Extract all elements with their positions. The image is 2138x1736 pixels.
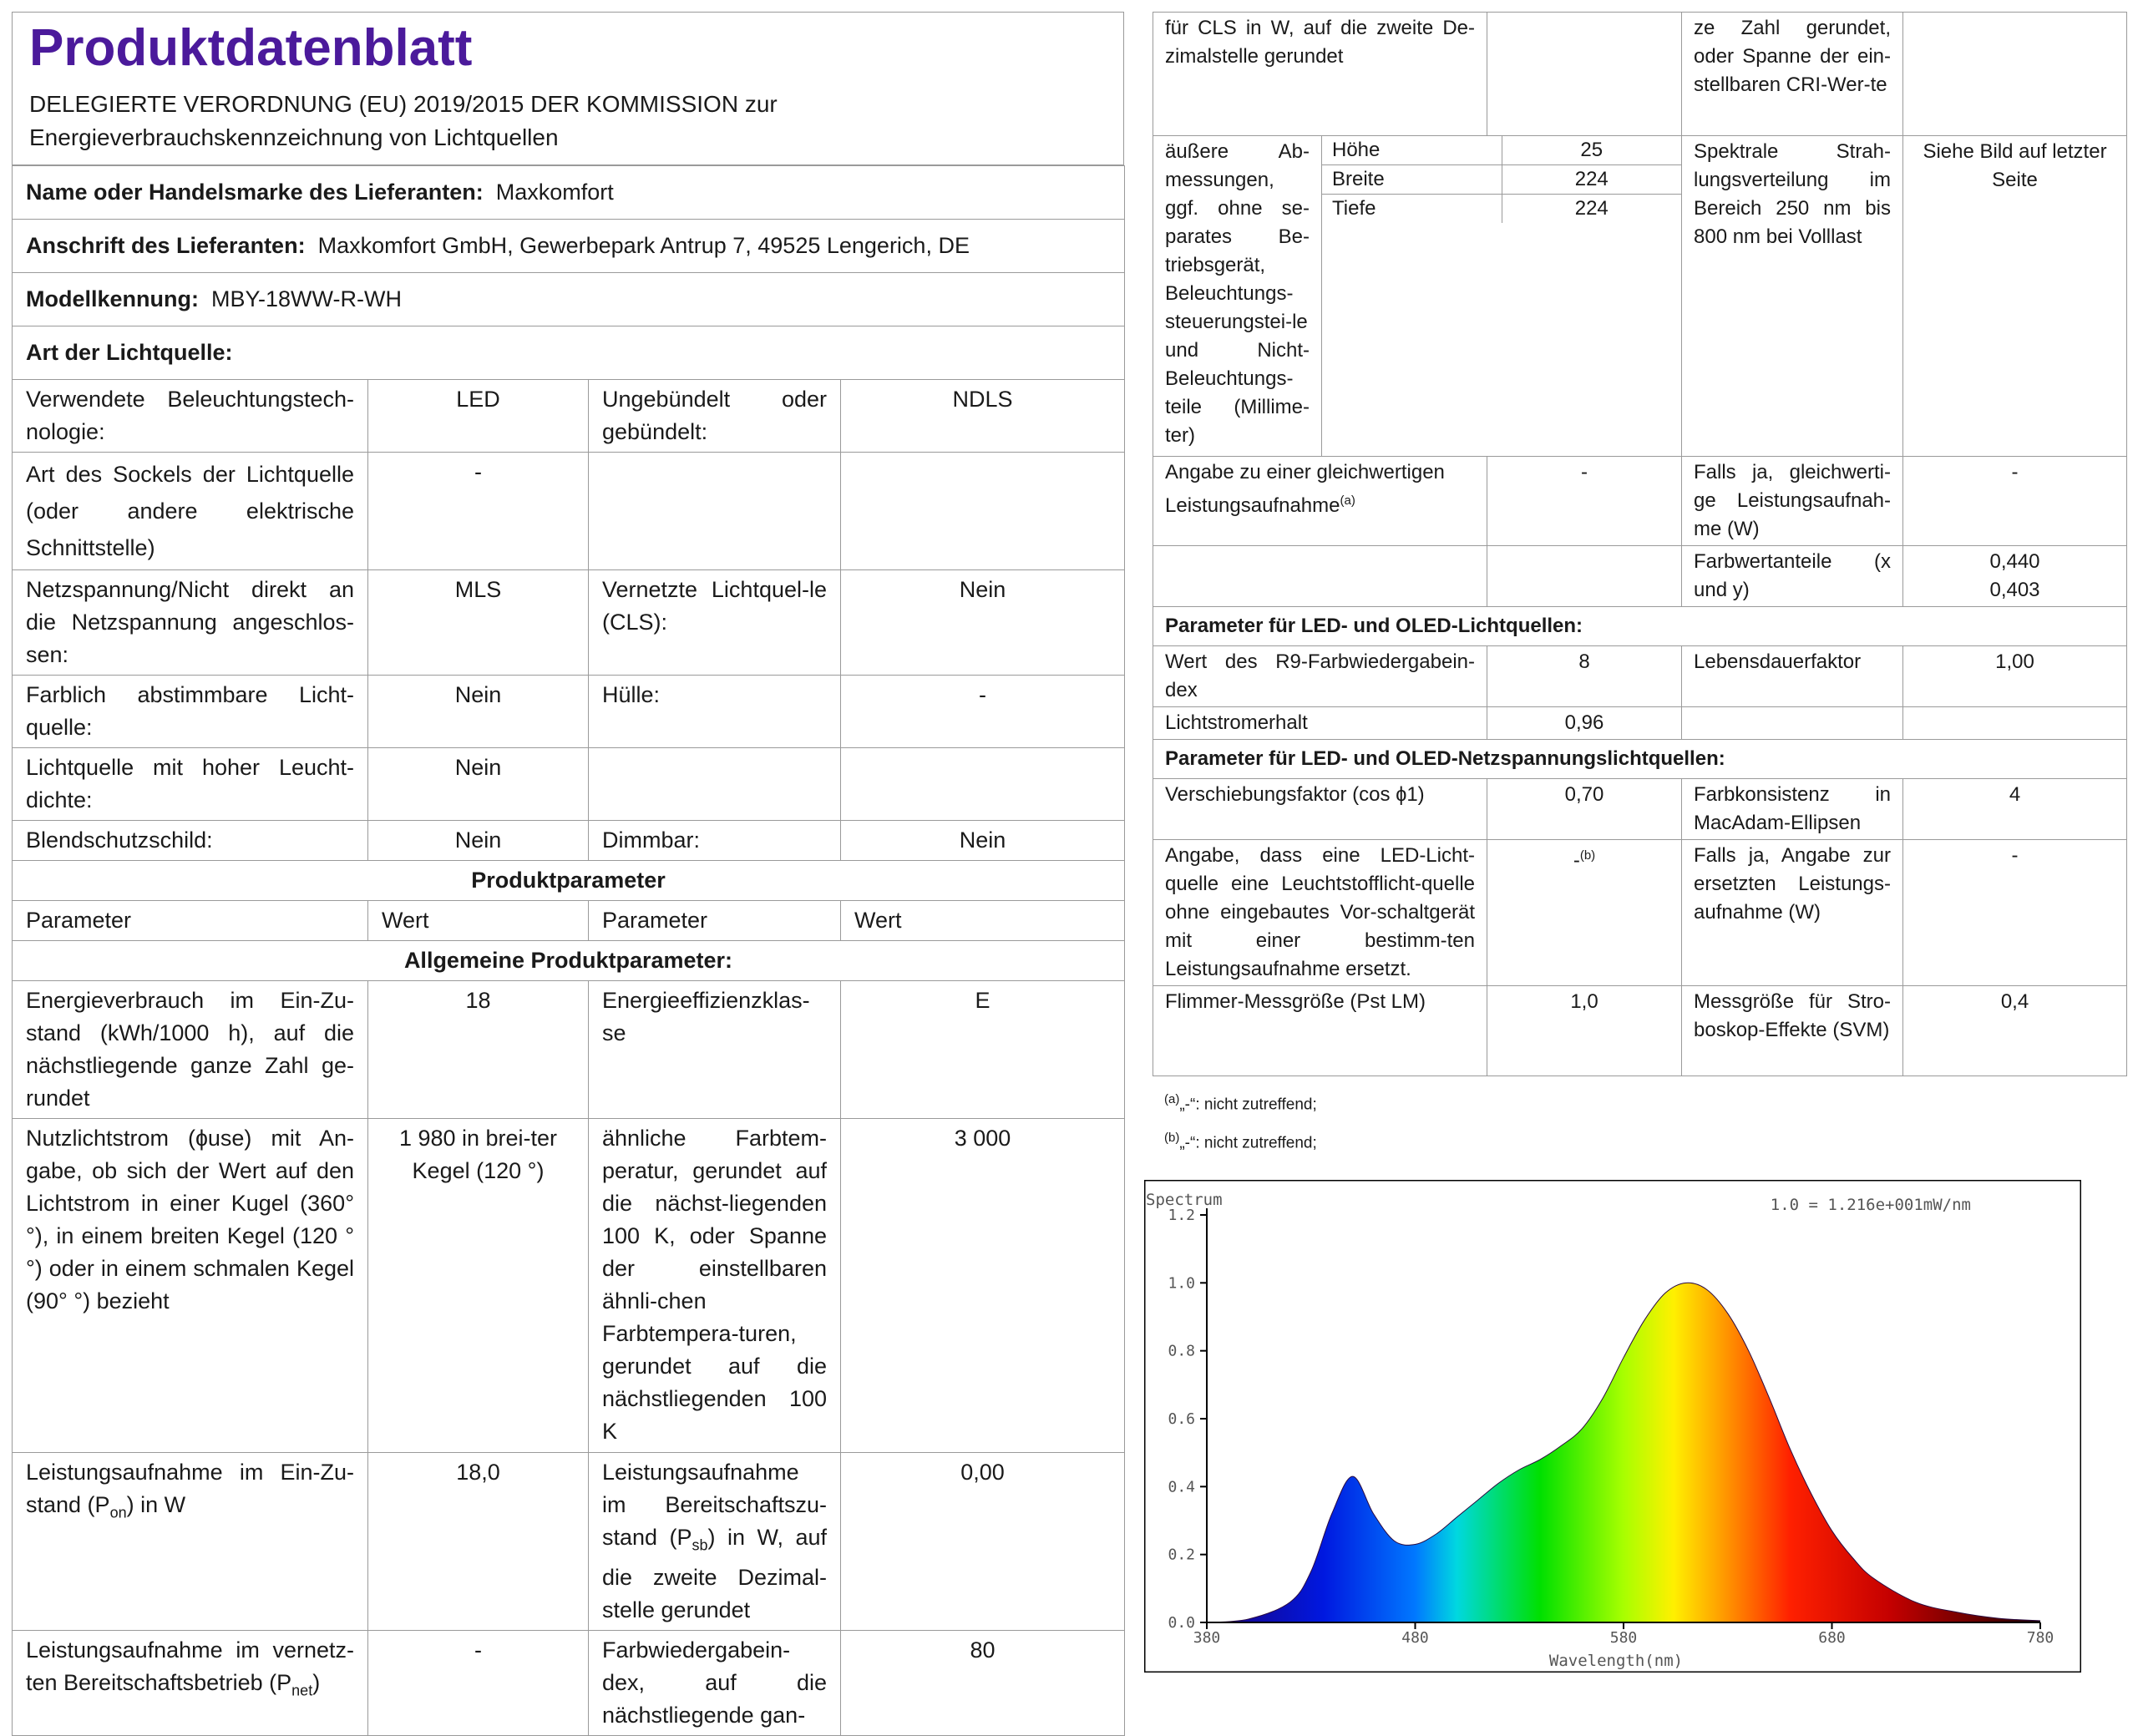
page-title: Produktdatenblatt xyxy=(12,12,1124,78)
continued-table xyxy=(1153,12,2127,1076)
x-tick-label: 480 xyxy=(1401,1629,1429,1647)
footnote-marker: (b) xyxy=(1579,848,1596,863)
model-row xyxy=(13,273,1125,326)
spectrum-chart xyxy=(1144,1180,2081,1673)
dim-value: 224 xyxy=(1502,165,1681,195)
param-value: 80 xyxy=(841,1631,1125,1736)
empty-cell xyxy=(1682,707,1903,740)
column-header-row xyxy=(13,901,1125,941)
param-label: für CLS in W, auf die zweite De-zimalstelle gerundet xyxy=(1153,13,1487,136)
table-row xyxy=(1153,986,2127,1076)
table-row xyxy=(13,748,1125,821)
chart-title: Spectrum xyxy=(1146,1191,1223,1209)
x-tick-label: 380 xyxy=(1193,1629,1221,1647)
param-label xyxy=(589,453,841,570)
dim-name: Breite xyxy=(1322,165,1502,195)
param-label: Art des Sockels der Lichtquelle (oder andere elektrische Schnittstelle) xyxy=(13,453,368,570)
param-value: Nein xyxy=(368,748,589,821)
param-label xyxy=(589,748,841,821)
table-row xyxy=(1153,646,2127,707)
general-params-heading: Allgemeine Produktparameter: xyxy=(13,941,1125,981)
param-value xyxy=(841,748,1125,821)
label-text: ) in W, auf die zweite Dezimal-stelle gerundet xyxy=(602,1525,827,1623)
param-value: Siehe Bild auf letzter Seite xyxy=(1903,136,2127,457)
param-value: 0,00 xyxy=(841,1453,1125,1631)
y-tick-label: 1.2 xyxy=(1168,1207,1195,1224)
regulation-subtitle xyxy=(12,78,1124,165)
param-value: - xyxy=(368,1631,589,1736)
param-label: Falls ja, Angabe zur ersetzten Leistungs-aufnahme (W) xyxy=(1682,840,1903,986)
table-row xyxy=(13,570,1125,676)
table-row xyxy=(13,821,1125,861)
table-row xyxy=(13,1453,1125,1631)
col-header-param: Parameter xyxy=(589,901,841,941)
label-text: Leistungsaufnahme im Bereitschaftszu-stand (P xyxy=(602,1460,827,1550)
chroma-y: 0,403 xyxy=(1989,579,2040,601)
table-row xyxy=(1153,546,2127,607)
param-value: LED xyxy=(368,380,589,453)
param-value: - xyxy=(1903,840,2127,986)
param-label: Farblich abstimmbare Licht-quelle: xyxy=(13,676,368,748)
param-label: Verwendete Beleuchtungstech-nologie: xyxy=(13,380,368,453)
value-text: - xyxy=(1573,849,1580,872)
led-params-heading: Parameter für LED- und OLED-Lichtquellen: xyxy=(1153,607,2127,646)
param-label: Blendschutzschild: xyxy=(13,821,368,861)
param-label: Nutzlichtstrom (ɸuse) mit An-gabe, ob sich der Wert auf den Lichtstrom in einer Kugel (360° °), in einem breiten Kegel (120 °°) oder in einem schmalen Kegel (90° °) bezieht xyxy=(13,1119,368,1453)
footnote-marker: (a) xyxy=(1340,493,1355,508)
param-value: 3 000 xyxy=(841,1119,1125,1453)
right-column xyxy=(1153,12,2126,1161)
param-value: 1,00 xyxy=(1903,646,2127,707)
table-row xyxy=(1153,457,2127,546)
param-label: Farbkonsistenz in MacAdam-Ellipsen xyxy=(1682,779,1903,840)
param-label xyxy=(1153,457,1487,546)
param-value: 18,0 xyxy=(368,1453,589,1631)
x-tick-label: 780 xyxy=(2026,1629,2054,1647)
dim-name: Höhe xyxy=(1322,136,1502,165)
supplier-address-label: Anschrift des Lieferanten: xyxy=(26,233,306,258)
supplier-name-row xyxy=(13,166,1125,220)
subtitle-line-1: DELEGIERTE VERORDNUNG (EU) 2019/2015 DER KOMMISSION zur xyxy=(29,91,778,117)
supplier-name-label: Name oder Handelsmarke des Lieferanten: xyxy=(26,180,484,205)
param-label: Spektrale Strah-lungsverteilung im Bereich 250 nm bis 800 nm bei Volllast xyxy=(1682,136,1903,457)
footnote-a xyxy=(1153,1083,2126,1121)
light-source-type-heading: Art der Lichtquelle: xyxy=(13,326,1125,380)
param-value: Nein xyxy=(841,821,1125,861)
param-label: Lebensdauerfaktor xyxy=(1682,646,1903,707)
chart-annotation: 1.0 = 1.216e+001mW/nm xyxy=(1770,1196,1971,1214)
param-label: ze Zahl gerundet, oder Spanne der ein-stellbaren CRI-Wer-te xyxy=(1682,13,1903,136)
param-value: 18 xyxy=(368,981,589,1119)
param-label: Hülle: xyxy=(589,676,841,748)
label-text: ) in W xyxy=(126,1492,186,1517)
param-value: MLS xyxy=(368,570,589,676)
param-value: Nein xyxy=(368,676,589,748)
param-value xyxy=(841,453,1125,570)
model-value: MBY-18WW-R-WH xyxy=(211,286,402,311)
col-header-value: Wert xyxy=(368,901,589,941)
y-tick-label: 0.8 xyxy=(1168,1342,1195,1360)
x-tick-label: 580 xyxy=(1609,1629,1638,1647)
param-label: Lichtstromerhalt xyxy=(1153,707,1487,740)
subscript: net xyxy=(291,1682,313,1699)
param-label: Wert des R9-Farbwiedergabein-dex xyxy=(1153,646,1487,707)
supplier-address-row xyxy=(13,220,1125,273)
param-value: NDLS xyxy=(841,380,1125,453)
param-label: Messgröße für Stro-boskop-Effekte (SVM) xyxy=(1682,986,1903,1076)
table-row xyxy=(13,453,1125,570)
param-value: 4 xyxy=(1903,779,2127,840)
dimensions-label: äußere Ab-messungen, ggf. ohne se-parates Be-triebsgerät, Beleuchtungs-steuerungstei-le und Nicht-Beleuchtungs-teile (Millime-ter) xyxy=(1153,136,1322,457)
subscript: sb xyxy=(692,1536,708,1554)
param-label: Dimmbar: xyxy=(589,821,841,861)
label-text: Leistungsaufnahme im Ein-Zu-stand (P xyxy=(26,1460,354,1517)
supplier-table xyxy=(12,165,1125,1736)
param-value: 0,70 xyxy=(1487,779,1682,840)
table-row xyxy=(1153,840,2127,986)
y-tick-label: 0.6 xyxy=(1168,1410,1195,1428)
dimensions-subtable xyxy=(1322,136,1681,223)
param-value: 1,0 xyxy=(1487,986,1682,1076)
param-label: Verschiebungsfaktor (cos ɸ1) xyxy=(1153,779,1487,840)
param-label: Ungebündelt oder gebündelt: xyxy=(589,380,841,453)
param-label: Vernetzte Lichtquel-le (CLS): xyxy=(589,570,841,676)
param-label: Falls ja, gleichwerti-ge Leistungsaufnah-me (W) xyxy=(1682,457,1903,546)
table-row xyxy=(13,676,1125,748)
param-label: Energieverbrauch im Ein-Zu-stand (kWh/1000 h), auf die nächstliegende ganze Zahl ge-rundet xyxy=(13,981,368,1119)
dimensions-cell xyxy=(1322,136,1682,457)
empty-cell xyxy=(1153,546,1487,607)
table-row xyxy=(1153,13,2127,136)
param-label: ähnliche Farbtem-peratur, gerundet auf die nächst-liegenden 100 K, oder Spanne der einstellbaren ähnli-chen Farbtempera-turen, gerundet auf die nächstliegenden 100 K xyxy=(589,1119,841,1453)
table-row xyxy=(13,1119,1125,1453)
param-label: Energieeffizienzklas-se xyxy=(589,981,841,1119)
table-row xyxy=(13,1631,1125,1736)
label-text: Leistungsaufnahme im vernetz-ten Bereitschaftsbetrieb (P xyxy=(26,1637,354,1696)
param-value: - xyxy=(1903,457,2127,546)
y-tick-label: 0.4 xyxy=(1168,1478,1195,1496)
empty-cell xyxy=(1903,707,2127,740)
col-header-value: Wert xyxy=(841,901,1125,941)
param-label xyxy=(589,1453,841,1631)
param-value xyxy=(1903,13,2127,136)
param-value: E xyxy=(841,981,1125,1119)
param-label xyxy=(13,1631,368,1736)
footnote-text: „-“: nicht zutreffend; xyxy=(1179,1134,1317,1152)
param-label: Flimmer-Messgröße (Pst LM) xyxy=(1153,986,1487,1076)
label-text: Angabe zu einer gleichwertigen Leistungsaufnahme xyxy=(1165,461,1445,517)
param-label: Netzspannung/Nicht direkt an die Netzspannung angeschlos-sen: xyxy=(13,570,368,676)
param-label: Farbwertanteile (x und y) xyxy=(1682,546,1903,607)
param-label xyxy=(13,1453,368,1631)
dim-value: 224 xyxy=(1502,195,1681,224)
empty-cell xyxy=(1487,546,1682,607)
param-value xyxy=(1487,840,1682,986)
param-value: - xyxy=(368,453,589,570)
dim-value: 25 xyxy=(1502,136,1681,165)
x-tick-label: 680 xyxy=(1818,1629,1846,1647)
param-value: Nein xyxy=(368,821,589,861)
param-label: Lichtquelle mit hoher Leucht-dichte: xyxy=(13,748,368,821)
dim-name: Tiefe xyxy=(1322,195,1502,224)
y-tick-label: 1.0 xyxy=(1168,1274,1195,1293)
param-label: Angabe, dass eine LED-Licht-quelle eine Leuchtstofflicht-quelle ohne eingebautes Vor-schaltgerät mit einer bestimm-ten Leistungsaufnahme ersetzt. xyxy=(1153,840,1487,986)
supplier-address-value: Maxkomfort GmbH, Gewerbepark Antrup 7, 49525 Lengerich, DE xyxy=(317,233,970,258)
model-label: Modellkennung: xyxy=(26,286,199,311)
param-value: 0,4 xyxy=(1903,986,2127,1076)
param-value: 8 xyxy=(1487,646,1682,707)
param-label: Farbwiedergabein-dex, auf die nächstliegende gan- xyxy=(589,1631,841,1736)
y-tick-label: 0.2 xyxy=(1168,1546,1195,1564)
param-value: - xyxy=(1487,457,1682,546)
subscript: on xyxy=(109,1504,127,1521)
footnote-b xyxy=(1153,1121,2126,1160)
table-row xyxy=(13,380,1125,453)
y-tick-label: 0.0 xyxy=(1168,1614,1195,1632)
supplier-name-value: Maxkomfort xyxy=(495,180,614,205)
table-row xyxy=(1153,707,2127,740)
dimensions-row xyxy=(1153,136,2127,457)
footnote-marker: (a) xyxy=(1164,1092,1180,1106)
param-value: 1 980 in brei-ter Kegel (120 °) xyxy=(368,1119,589,1453)
table-row xyxy=(13,981,1125,1119)
mains-params-heading: Parameter für LED- und OLED-Netzspannungslichtquellen: xyxy=(1153,740,2127,779)
left-column xyxy=(12,12,1124,1736)
chroma-x: 0,440 xyxy=(1989,550,2040,573)
x-axis-label: Wavelength(nm) xyxy=(1548,1652,1684,1670)
col-header-param: Parameter xyxy=(13,901,368,941)
product-params-heading: Produktparameter xyxy=(13,861,1125,901)
param-value xyxy=(1903,546,2127,607)
subtitle-line-2: Energieverbrauchskennzeichnung von Lichtquellen xyxy=(29,124,559,150)
param-value: 0,96 xyxy=(1487,707,1682,740)
param-value: Nein xyxy=(841,570,1125,676)
param-value: - xyxy=(841,676,1125,748)
table-row xyxy=(1153,779,2127,840)
param-value xyxy=(1487,13,1682,136)
footnote-text: „-“: nicht zutreffend; xyxy=(1179,1096,1317,1114)
label-text: ) xyxy=(312,1670,321,1696)
footnote-marker: (b) xyxy=(1164,1131,1180,1146)
